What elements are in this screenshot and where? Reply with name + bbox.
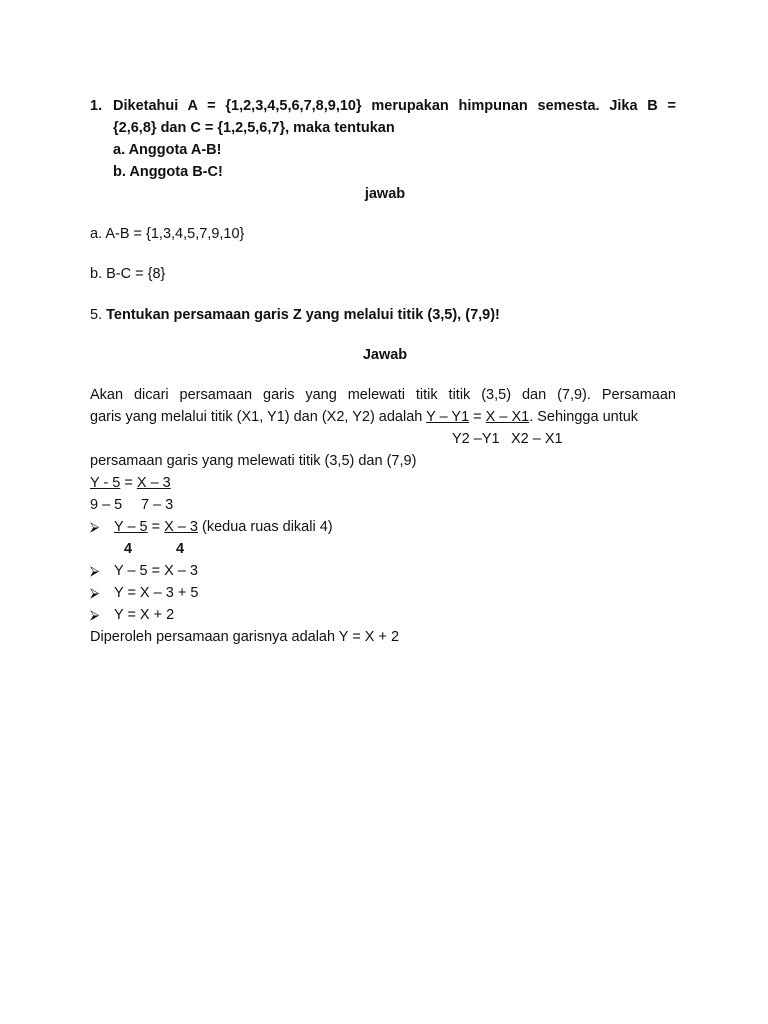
q5-paragraph-line1: Akan dicari persamaan garis yang melewati titik titik (3,5) dan (7,9). Persamaan — [90, 387, 676, 403]
q5-line4: persamaan garis yang melewati titik (3,5) dan (7,9) — [90, 453, 417, 469]
q5-jawab-heading: Jawab — [362, 347, 408, 363]
step1-numerator-right: X – 3 — [136, 475, 171, 491]
q1-text-line1: Diketahui A = {1,2,3,4,5,6,7,8,9,10} merupakan himpunan semesta. Jika B = — [113, 98, 676, 114]
step2 — [90, 517, 333, 537]
step1-numerator — [90, 473, 171, 493]
q5-number: 5. — [90, 307, 103, 323]
q1-item-a: a. Anggota A-B! — [113, 142, 222, 158]
arrow-bullet-icon: ⮚ — [90, 585, 100, 600]
q5-paragraph-text: garis yang melalui titik (X1, Y1) dan (X2, Y2) adalah — [90, 409, 423, 425]
formula-denominator-left: Y2 –Y1 — [452, 431, 500, 447]
step5-text: Y = X + 2 — [114, 607, 175, 623]
step2-denominator-left: 4 — [124, 541, 133, 557]
q1-answer-a: a. A-B = {1,3,4,5,7,9,10} — [90, 226, 245, 242]
step2-left: Y – 5 — [114, 519, 148, 535]
q1-text-line2: {2,6,8} dan C = {1,2,5,6,7}, maka tentukan — [113, 120, 395, 136]
step2-note: (kedua ruas dikali 4) — [202, 519, 333, 535]
step1-equals: = — [124, 475, 133, 491]
step3-text: Y – 5 = X – 3 — [114, 563, 198, 579]
step1-numerator-left: Y - 5 — [90, 475, 121, 491]
step2-right: X – 3 — [164, 519, 198, 535]
formula-denominator-right: X2 – X1 — [511, 431, 563, 447]
q1-item-b: b. Anggota B-C! — [113, 164, 223, 180]
step2-equals: = — [151, 519, 161, 535]
q1-jawab-heading: jawab — [364, 186, 406, 202]
arrow-bullet-icon: ⮚ — [90, 519, 100, 534]
q1-number: 1. — [90, 98, 103, 114]
step1-denominator-left: 9 – 5 — [90, 497, 123, 513]
formula-numerator-left: Y – Y1 — [426, 409, 470, 425]
q1-answer-b: b. B-C = {8} — [90, 266, 166, 282]
step2-denominator-right: 4 — [176, 541, 185, 557]
step1-denominator-right: 7 – 3 — [141, 497, 174, 513]
step5 — [90, 605, 174, 625]
q5-heading — [90, 305, 500, 325]
q5-question: Tentukan persamaan garis Z yang melalui titik (3,5), (7,9)! — [106, 307, 500, 323]
q5-paragraph-tail: . Sehingga untuk — [529, 409, 639, 425]
step4 — [90, 583, 198, 603]
formula-numerator-right: X – X1 — [485, 409, 530, 425]
q5-conclusion: Diperoleh persamaan garisnya adalah Y = X + 2 — [90, 629, 400, 645]
formula-equals: = — [473, 409, 482, 425]
q5-paragraph-line2 — [90, 407, 638, 427]
arrow-bullet-icon: ⮚ — [90, 563, 100, 578]
step3 — [90, 561, 198, 581]
step4-text: Y = X – 3 + 5 — [114, 585, 199, 601]
arrow-bullet-icon: ⮚ — [90, 607, 100, 622]
